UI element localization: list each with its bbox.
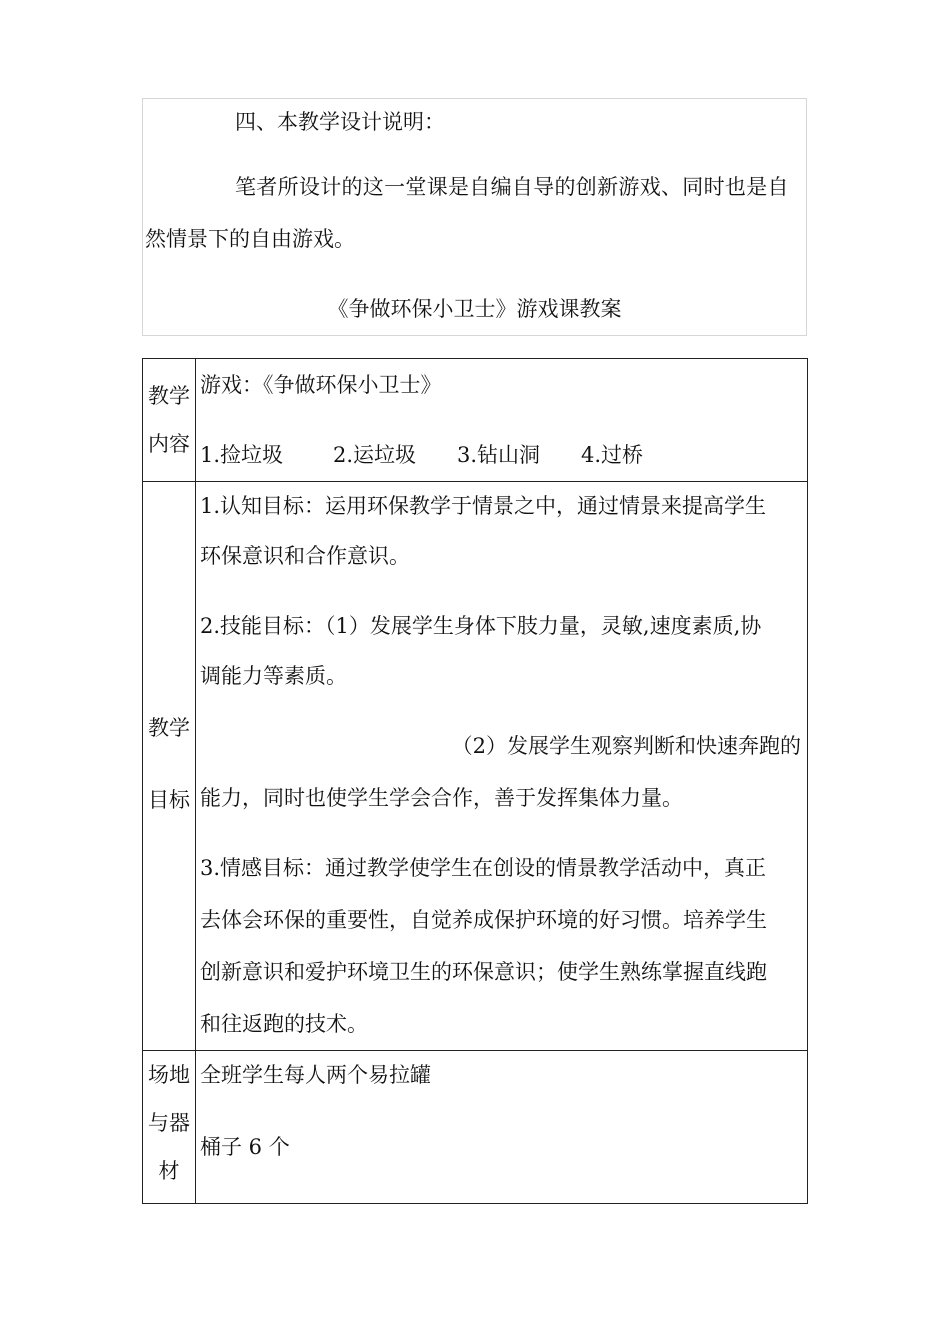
game-name: 游戏：《争做环保小卫士》 xyxy=(200,373,442,397)
intro-paragraph-line-1: 笔者所设计的这一堂课是自编自导的创新游戏、同时也是自 xyxy=(235,175,789,199)
goal-line: 环保意识和合作意识。 xyxy=(200,544,410,568)
label-cell-goals xyxy=(143,482,196,1051)
intro-box xyxy=(142,98,807,336)
equipment-line: 全班学生每人两个易拉罐 xyxy=(200,1063,431,1087)
game-item: 3.钻山洞 xyxy=(457,443,541,467)
game-items xyxy=(200,441,643,469)
goal-line: 能力，同时也使学生学会合作，善于发挥集体力量。 xyxy=(200,786,683,810)
goal-line: 调能力等素质。 xyxy=(200,664,347,688)
label-cell-content xyxy=(143,359,196,482)
label-text: 教学 xyxy=(148,384,190,408)
goal-line: 3.情感目标：通过教学使学生在创设的情景教学活动中，真正 xyxy=(200,856,767,880)
label-text: 目标 xyxy=(148,788,190,812)
goal-line: 创新意识和爱护环境卫生的环保意识；使学生熟练掌握直线跑 xyxy=(200,960,767,984)
goal-line: （2）发展学生观察判断和快速奔跑的 xyxy=(451,734,801,758)
table-row-content xyxy=(143,359,808,482)
lesson-plan-table xyxy=(142,358,808,1204)
game-item: 4.过桥 xyxy=(581,443,644,467)
label-cell-equipment xyxy=(143,1051,196,1204)
section-heading: 四、本教学设计说明： xyxy=(235,110,445,134)
table-row-goals xyxy=(143,482,808,1051)
equipment-line: 桶子 6 个 xyxy=(200,1135,290,1159)
goal-line: 去体会环保的重要性，自觉养成保护环境的好习惯。培养学生 xyxy=(200,908,767,932)
plan-title: 《争做环保小卫士》游戏课教案 xyxy=(327,297,622,321)
label-text: 材 xyxy=(158,1159,180,1183)
label-text: 与器 xyxy=(148,1111,190,1135)
goals-cell xyxy=(196,482,808,1051)
label-text: 教学 xyxy=(148,716,190,740)
game-item: 1.捡垃圾 xyxy=(200,443,284,467)
equipment-cell xyxy=(196,1051,808,1204)
game-item: 2.运垃圾 xyxy=(333,443,417,467)
goal-line: 2.技能目标：（1）发展学生身体下肢力量，灵敏,速度素质,协 xyxy=(200,614,762,638)
goal-line: 1.认知目标：运用环保教学于情景之中，通过情景来提高学生 xyxy=(200,494,767,518)
label-text: 场地 xyxy=(148,1063,190,1087)
table-row-equipment xyxy=(143,1051,808,1204)
goal-line: 和往返跑的技术。 xyxy=(200,1012,368,1036)
label-text: 内容 xyxy=(148,432,190,456)
intro-paragraph-line-2: 然情景下的自由游戏。 xyxy=(145,227,355,251)
content-cell xyxy=(196,359,808,482)
